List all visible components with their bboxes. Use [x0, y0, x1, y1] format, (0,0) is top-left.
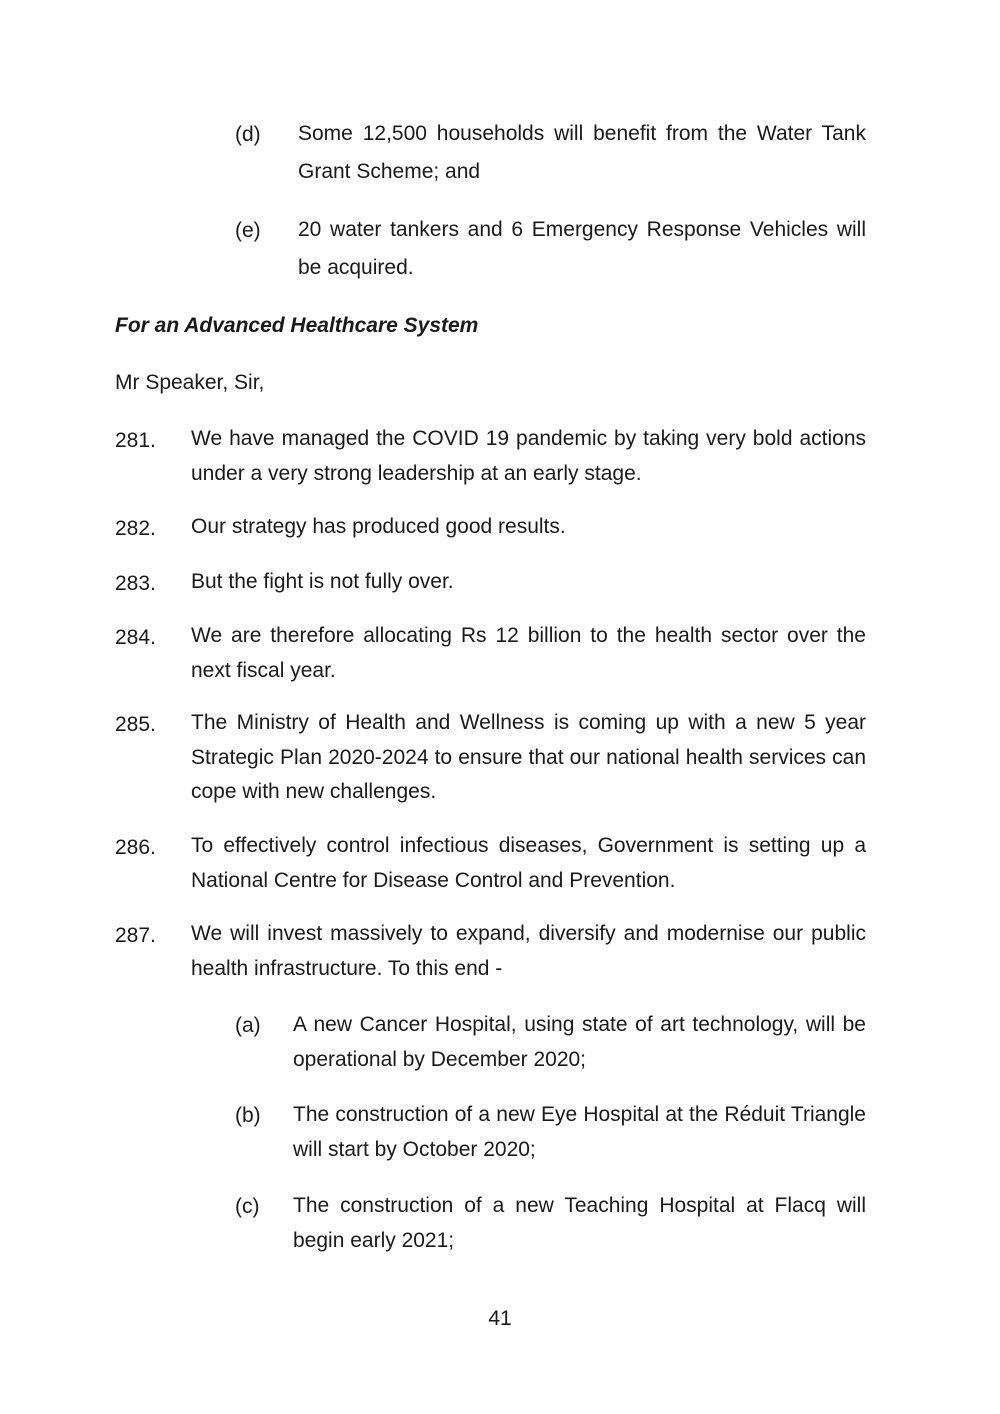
item-text: Some 12,500 households will benefit from the Water Tank Grant Scheme; and	[298, 122, 866, 183]
paragraph-number: 284.	[115, 626, 156, 649]
item-label: (a)	[235, 1014, 261, 1037]
paragraph-number: 287.	[115, 924, 156, 947]
item-text: The construction of a new Eye Hospital at the Réduit Triangle will start by October 2020;	[293, 1103, 866, 1161]
item-label: (d)	[235, 123, 261, 146]
paragraph-number: 281.	[115, 429, 156, 452]
item-label: (e)	[235, 219, 261, 242]
paragraph-text: The Ministry of Health and Wellness is coming up with a new 5 year Strategic Plan 2020-2024 to ensure that our national health services can cope with new challenges.	[191, 711, 866, 803]
item-label: (b)	[235, 1104, 261, 1127]
item-text: 20 water tankers and 6 Emergency Response Vehicles will be acquired.	[298, 218, 866, 279]
page-number: 41	[488, 1307, 512, 1330]
paragraph-number: 282.	[115, 517, 156, 540]
paragraph-text: But the fight is not fully over.	[191, 570, 454, 593]
paragraph-text: To effectively control infectious diseases, Government is setting up a National Centre for Disease Control and Prevention.	[191, 834, 866, 892]
paragraph-number: 286.	[115, 836, 156, 859]
paragraph-text: We are therefore allocating Rs 12 billion to the health sector over the next fiscal year.	[191, 624, 866, 682]
section-heading: For an Advanced Healthcare System	[115, 314, 479, 337]
salutation: Mr Speaker, Sir,	[115, 371, 265, 394]
item-label: (c)	[235, 1195, 260, 1218]
paragraph-text: Our strategy has produced good results.	[191, 515, 566, 538]
paragraph-number: 285.	[115, 713, 156, 736]
paragraph-number: 283.	[115, 572, 156, 595]
paragraph-text: We have managed the COVID 19 pandemic by taking very bold actions under a very strong leadership at an early stage.	[191, 427, 866, 485]
item-text: The construction of a new Teaching Hospital at Flacq will begin early 2021;	[293, 1194, 866, 1252]
paragraph-text: We will invest massively to expand, diversify and modernise our public health infrastructure. To this end -	[191, 922, 866, 980]
item-text: A new Cancer Hospital, using state of art technology, will be operational by December 2020;	[293, 1013, 866, 1071]
